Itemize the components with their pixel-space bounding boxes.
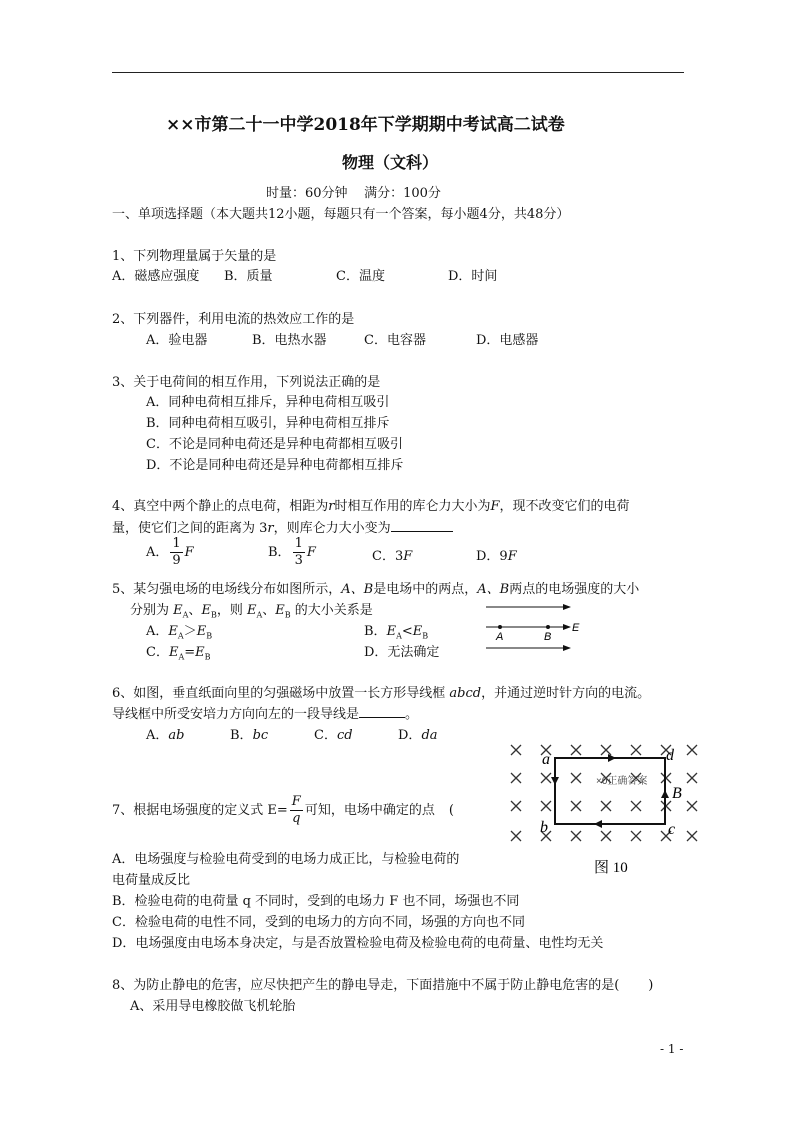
q2-option-d: D．电感器 [476,333,539,348]
label-d: d [666,747,674,764]
answer-blank [359,717,405,718]
label-a: A [496,631,504,643]
q4-option-a: A． $\frac{1}{9}$ F [146,536,194,568]
q1-option-d: D．时间 [448,269,498,284]
field-cross-icon [511,831,521,841]
current-arrow [594,820,602,828]
q3-option-c: C．不论是同种电荷还是异种电荷都相互吸引 [146,437,403,452]
q3-stem: 3、关于电荷间的相互作用，下列说法正确的是 [112,375,381,390]
q2-option-b: B．电热水器 [252,333,327,348]
q7-option-c: C．检验电荷的电性不同，受到的电场力的方向不同，场强的方向也不同 [112,915,525,930]
field-cross-icon [687,801,697,811]
q4-option-b: B． $\frac{1}{3}$ F [268,536,316,568]
label-b: b [540,819,548,836]
q3-option-a: A．同种电荷相互排斥，异种电荷相互吸引 [146,395,390,410]
field-cross-icon [687,831,697,841]
section-heading: 一、单项选择题（本大题共12小题，每题只有一个答案，每小题4分，共48分） [112,207,570,222]
field-cross-icon [571,773,581,783]
q1-option-b: B．质量 [224,269,273,284]
q5-option-d: D．无法确定 [364,645,440,660]
q6-option-b: B．bc [230,728,269,743]
page-number: - 1 - [660,1042,684,1056]
q6-line2: 导线框中所受安培力方向向左的一段导线是 。 [112,707,419,722]
q5-line2: 分别为 $E_A$、$E_B$，则 $E_A$、$E_B$ 的大小关系是 [130,603,373,620]
field-cross-icon [511,801,521,811]
q7-option-d: D．电场强度由电场本身决定，与是否放置检验电荷及检验电荷的电荷量、电性均无关 [112,936,604,951]
q8-stem: 8、为防止静电的危害，应尽快把产生的静电导走，下面措施中不属于防止静电危害的是( ) [112,978,654,993]
field-cross-icon [601,801,611,811]
field-cross-icon [687,773,697,783]
field-cross-icon [631,745,641,755]
q7-stem: 7、根据电场强度的定义式 E= $\frac{F}{q}$ 可知，电场中确定的点 ( [112,794,454,826]
field-cross-icon [601,831,611,841]
q7-option-b: B．检验电荷的电荷量 q 不同时，受到的电场力 F 也不同，场强也不同 [112,894,520,909]
label-c: c [668,821,676,838]
time-score: 时量：60分钟 满分：100分 [266,186,441,201]
point-a [498,625,502,629]
q2-option-a: A．验电器 [146,333,208,348]
label-a: a [542,751,550,768]
current-arrow [608,754,616,762]
wire-frame [555,758,665,824]
q1-option-c: C．温度 [336,269,385,284]
field-cross-icon [687,745,697,755]
q4-option-c: C．3F [372,549,413,564]
label-b: B [544,631,552,643]
exam-title: ××市第二十一中学2018年下学期期中考试高二试卷 [166,115,565,135]
field-cross-icon [571,801,581,811]
q5-option-c: C．$E_A=E_B$ [146,645,211,662]
field-cross-icon [541,801,551,811]
header-rule [112,72,684,73]
q2-option-c: C．电容器 [364,333,426,348]
q6-line1: 6、如图，垂直纸面向里的匀强磁场中放置一长方形导线框 abcd，并通过逆时针方向的电流。 [112,686,651,701]
field-cross-icon [541,773,551,783]
q6-option-d: D．da [398,728,438,743]
q4-line2: 量，使它们之间的距离为 3r，则库仑力大小变为 [112,517,453,536]
field-lines-figure [482,598,582,656]
field-cross-icon [511,745,521,755]
q5-option-a: A．$E_A>E_B$ [146,624,213,641]
current-arrow [661,790,669,798]
exam-subtitle: 物理（文科） [342,153,439,172]
q5-option-b: B．$E_A<E_B$ [364,624,429,641]
field-cross-icon [601,745,611,755]
q6-option-a: A．ab [146,728,185,743]
q1-option-a: A．磁感应强度 [112,269,200,284]
magnetic-field-figure [506,740,702,880]
field-cross-icon [571,831,581,841]
q7-option-a-line1: A．电场强度与检验电荷受到的电场力成正比，与检验电荷的 [112,852,460,867]
q4-option-d: D．9F [476,549,517,564]
q4-line1: 4、真空中两个静止的点电荷，相距为r时相互作用的库仑力大小为F，现不改变它们的电荷 [112,499,630,514]
point-b [546,625,550,629]
figure-caption: 图 10 [594,860,628,876]
answer-blank [391,531,453,532]
q8-option-a: A、采用导电橡胶做飞机轮胎 [130,999,296,1014]
q2-stem: 2、下列器件，利用电流的热效应工作的是 [112,312,355,327]
q6-option-c: C．cd [314,728,353,743]
field-cross-icon [631,801,641,811]
q5-line1: 5、某匀强电场的电场线分布如图所示，A、B是电场中的两点，A、B两点的电场强度的大小 [112,582,640,597]
field-cross-icon [631,831,641,841]
q1-stem: 1、下列物理量属于矢量的是 [112,249,277,264]
label-e: E [572,622,580,634]
q3-option-d: D．不论是同种电荷还是异种电荷都相互排斥 [146,458,404,473]
q7-option-a-line2: 电荷量成反比 [112,873,191,888]
field-cross-icon [511,773,521,783]
q3-option-b: B．同种电荷相互吸引，异种电荷相互排斥 [146,416,390,431]
label-field-b: B [672,785,682,802]
current-arrow [551,777,559,785]
field-cross-icon [571,745,581,755]
figure-note: ×0正确答案 [596,776,648,787]
